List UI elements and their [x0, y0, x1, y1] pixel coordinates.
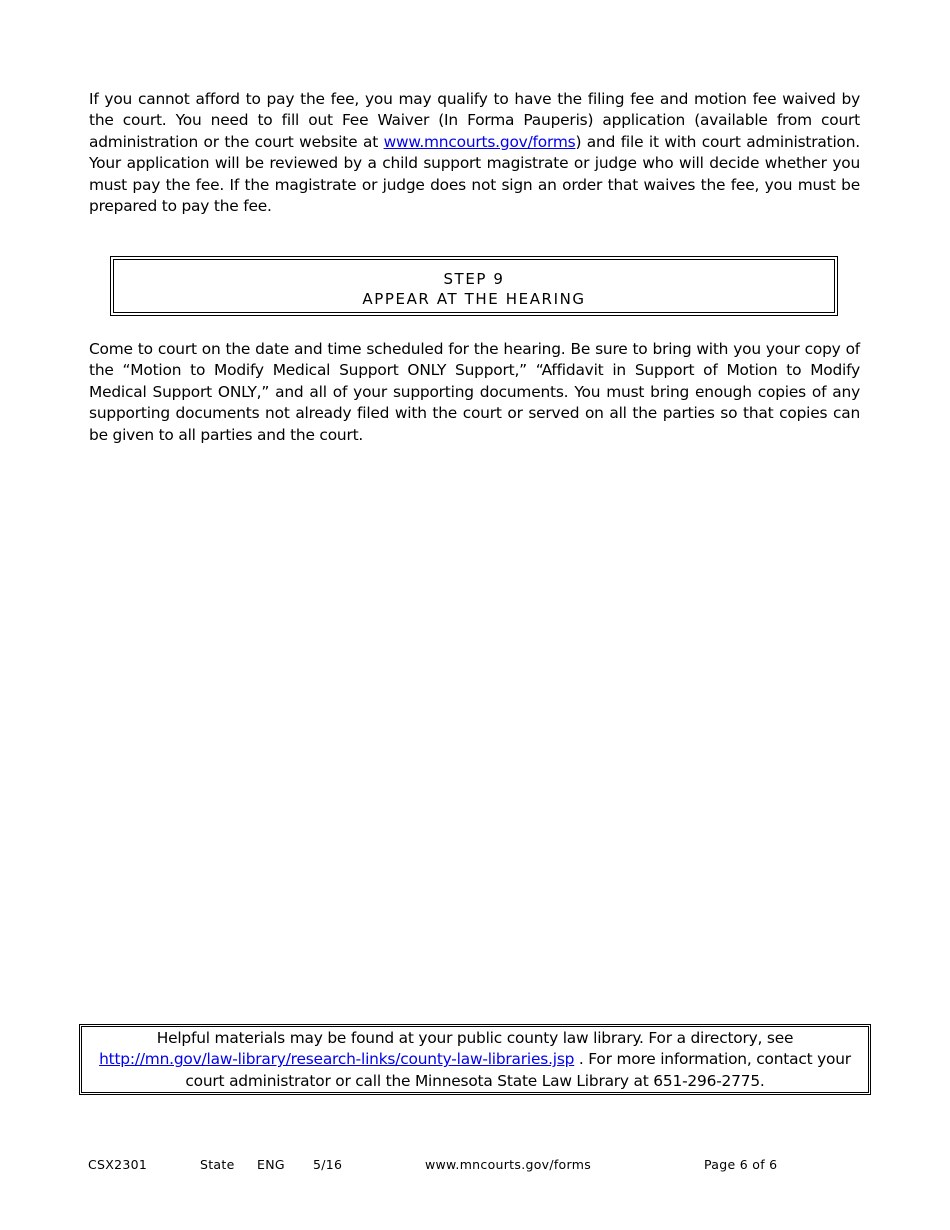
fee-waiver-paragraph: [89, 89, 860, 217]
footer-date: 5/16: [313, 1157, 343, 1172]
help-box: [79, 1024, 871, 1095]
fee-waiver-text-start: If you cannot afford to pay the fee, you may qualify to have the filing fee and motion fee waived by the court. You need to fill out Fee Waiver (In Forma Pauperis) application (available from court administration or the court website at: [89, 90, 860, 151]
step-title: APPEAR AT THE HEARING: [362, 290, 586, 308]
footer-form-code: CSX2301: [88, 1157, 148, 1172]
footer-website: www.mncourts.gov/forms: [425, 1157, 592, 1172]
help-box-inner: [81, 1026, 869, 1093]
help-line-2: [82, 1049, 868, 1070]
step-9-box: [110, 256, 838, 316]
step-number: STEP 9: [443, 270, 505, 288]
fee-waiver-text-end: ) and file it with court administration. Your application will be reviewed by a child support magistrate or judge who will decide whether you must pay the fee. If the magistrate or judge does not sign an order that waives the fee, you must be prepared to pay the fee.: [89, 132, 860, 216]
help-line-1: Helpful materials may be found at your public county law library. For a directory, see: [156, 1029, 794, 1047]
footer-language: ENG: [257, 1157, 285, 1172]
hearing-paragraph: Come to court on the date and time scheduled for the hearing. Be sure to bring with you your copy of the “Motion to Modify Medical Support ONLY Support,” “Affidavit in Support of Motion to Modify Medical Support ONLY,” and all of your supporting documents. You must bring enough copies of any supporting documents not already filed with the court or served on all the parties so that copies can be given to all parties and the court.: [89, 340, 860, 444]
help-line-3: court administrator or call the Minnesota State Law Library at 651-296-2775.: [185, 1071, 765, 1090]
law-library-link[interactable]: http://mn.gov/law-library/research-links/county-law-libraries.jsp: [99, 1050, 575, 1069]
help-line-2-text: . For more information, contact your: [574, 1050, 851, 1069]
footer-page-number: Page 6 of 6: [704, 1157, 778, 1172]
footer-state: State: [200, 1157, 235, 1172]
step-9-inner-border: [113, 259, 835, 313]
forms-link[interactable]: www.mncourts.gov/forms: [383, 132, 576, 151]
